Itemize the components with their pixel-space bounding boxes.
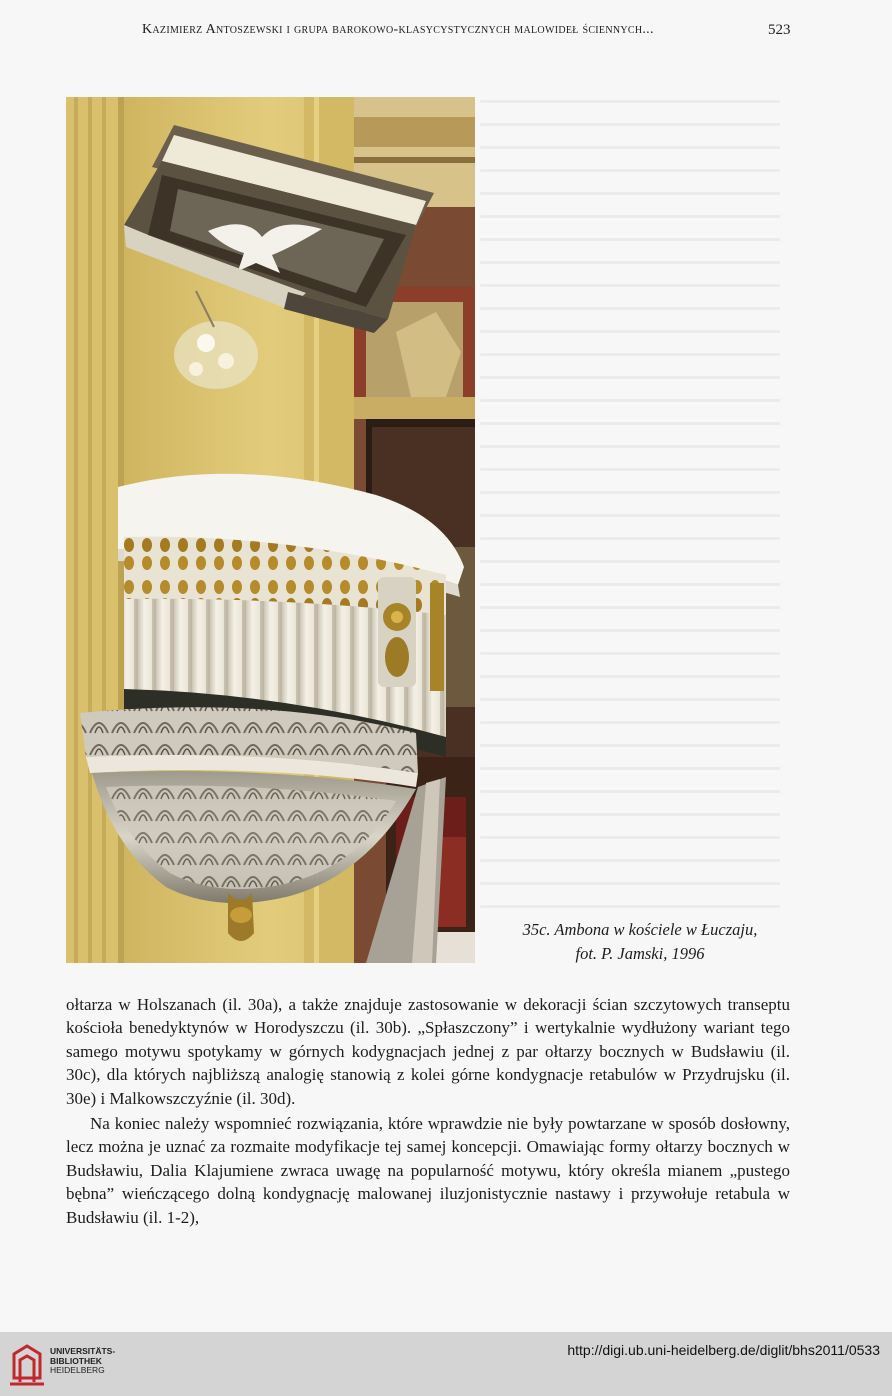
digital-library-link[interactable]: http://digi.ub.uni-heidelberg.de/diglit/bhs2011/0533 xyxy=(567,1342,880,1358)
body-text xyxy=(66,993,790,1229)
running-head xyxy=(0,22,892,46)
paragraph: ołtarza w Holszanach (il. 30a), a także znajduje zastosowanie w dekoracji ścian szczytowych transeptu kościoła benedyktynów w Horodyszczu (il. 30b). „Spłaszczony” i wertykalnie wydłużony wariant tego samego motywu spotykamy w górnych kodygnacjach jednej z par ołtarzy bocznych w Budsławiu (il. 30c), dla których najbliższą analogię stanowią z kolei górne kondygnacje retabulów w Przydrujsku (il. 30e) i Malkowszczyźnie (il. 30d). xyxy=(66,995,790,1108)
page-number: 523 xyxy=(768,22,791,38)
caption-title: 35c. Ambona w kościele w Łuczaju, xyxy=(522,920,758,939)
university-library-logo-icon xyxy=(10,1342,44,1386)
paragraph: Na koniec należy wspomnieć rozwiązania, które wprawdzie nie były powtarzane w sposób dosłowny, lecz można je uznać za rozmaite modyfikacje tej samej koncepcji. Omawiając formy ołtarzy bocznych w Budsławiu, Dalia Klajumiene zwraca uwagę na popularność motywu, który określa mianem „pustego bębna” wieńczącego dolną kondygnację malowanej iluzjonistycznie nastawy i przywołuje retabula w Budsławiu (il. 1-2), xyxy=(66,1114,790,1227)
library-name: UNIVERSITÄTS- BIBLIOTHEK HEIDELBERG xyxy=(50,1346,116,1375)
library-footer xyxy=(0,1332,892,1396)
bleed-through-text xyxy=(480,100,790,1000)
running-title: Kazimierz Antoszewski i grupa barokowo-klasycystycznych malowideł ściennych... xyxy=(142,22,654,37)
caption-credit: fot. P. Jamski, 1996 xyxy=(575,944,705,963)
figure-caption xyxy=(490,918,790,966)
pulpit-photograph xyxy=(66,97,475,963)
